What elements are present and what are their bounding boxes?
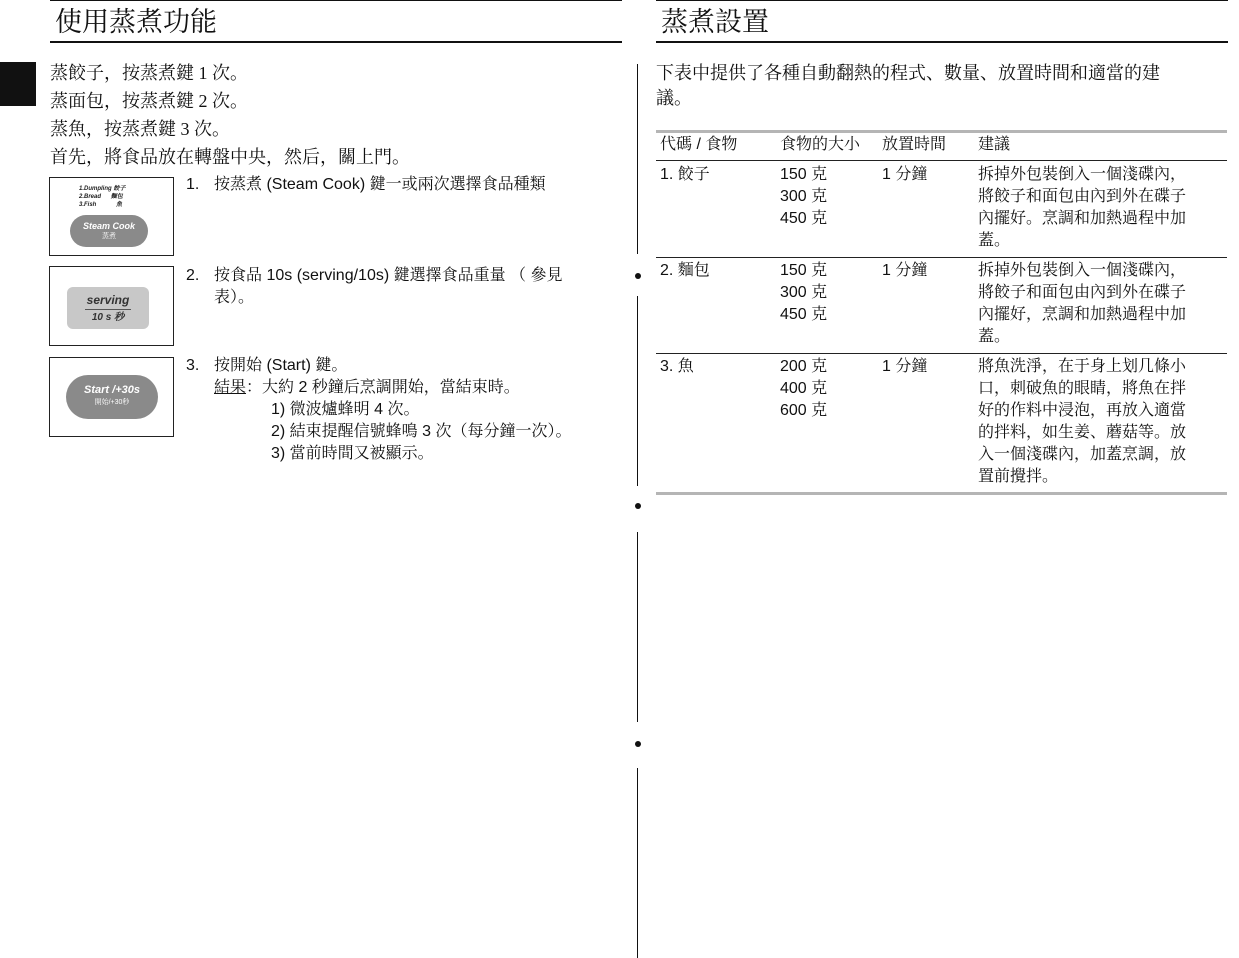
right-intro-line-1: 下表中提供了各種自動翻熱的程式、數量、放置時間和適當的建 [656, 63, 1160, 83]
row-3-advice-5: 入一個淺碟內，加蓋烹調，放 [978, 446, 1187, 463]
separator-bullet-1 [635, 273, 641, 279]
row-2-size-2: 300 克 [780, 284, 828, 301]
row-1-advice-3: 內擺好。烹調和加熱過程中加 [978, 210, 1187, 227]
row-2-advice-2: 將餃子和面包由內到外在碟子 [978, 284, 1187, 301]
row-1-rule [656, 257, 1227, 258]
separator-bullet-3 [635, 741, 641, 747]
row-1-advice-4: 蓋。 [978, 232, 1011, 249]
serving-panel-illustration [49, 266, 174, 346]
row-2-advice-1: 拆掉外包裝倒入一個淺碟內， [978, 262, 1187, 279]
separator-bullet-2 [635, 503, 641, 509]
intro-line-instruction: 首先，將食品放在轉盤中央，然后，關上門。 [50, 147, 410, 167]
row-3-advice-4: 的拌料，如生姜、蘑菇等。放 [978, 424, 1187, 441]
column-separator-3 [637, 532, 638, 722]
step-2-text-line1: 按食品 10s (serving/10s) 鍵選擇食品重量 （ 參見 [214, 267, 563, 284]
serving-sub-label: 10 s 秒 [91, 312, 125, 323]
right-title-text: 蒸煮設置 [661, 7, 769, 37]
row-3-advice-2: 口，刺破魚的眼睛，將魚在拌 [978, 380, 1187, 397]
start-panel-illustration [49, 357, 174, 437]
steam-cook-label-zh: 蒸煮 [102, 233, 116, 240]
start-label: Start /+30s [84, 384, 140, 396]
row-3-size-1: 200 克 [780, 358, 828, 375]
steam-cook-button[interactable] [70, 215, 148, 247]
row-3-size-2: 400 克 [780, 380, 828, 397]
row-3-advice-3: 好的作料中浸泡，再放入適當 [978, 402, 1187, 419]
table-bottom-rule [656, 492, 1227, 495]
menu-bread-zh: 麵包 [110, 194, 123, 200]
menu-fish-en: 3.Fish [79, 202, 97, 208]
row-1-code: 1. 餃子 [660, 166, 710, 183]
step-1-text: 按蒸煮 (Steam Cook) 鍵一或兩次選擇食品種類 [214, 176, 546, 193]
result-sub-2: 2) 結束提醒信號蜂鳴 3 次（每分鐘一次）。 [271, 423, 572, 440]
menu-dumpling-zh: 餃子 [113, 186, 126, 192]
row-2-code: 2. 麵包 [660, 262, 710, 279]
serving-label: serving [86, 293, 130, 307]
row-3-time: 1 分鐘 [882, 358, 928, 375]
menu-item-bread [79, 194, 123, 201]
header-time: 放置時間 [882, 136, 947, 153]
step-2-text-line2: 表）。 [214, 289, 255, 306]
row-2-advice-4: 蓋。 [978, 328, 1011, 345]
intro-line-dumpling: 蒸餃子，按蒸煮鍵 1 次。 [50, 63, 248, 83]
step-3-result [214, 377, 520, 399]
result-label: 結果 [214, 379, 247, 396]
result-sub-3: 3) 當前時間又被顯示。 [271, 445, 434, 462]
row-3-size-3: 600 克 [780, 402, 828, 419]
serving-divider [85, 309, 131, 310]
column-separator-1 [637, 64, 638, 254]
row-3-advice-1: 將魚洗淨，在于身上划几條小 [978, 358, 1187, 375]
step-1-number: 1. [186, 176, 200, 193]
steam-cook-label: Steam Cook [82, 221, 135, 231]
header-size: 食物的大小 [780, 136, 861, 153]
serving-button[interactable] [67, 287, 149, 329]
result-sub-1: 1) 微波爐蜂明 4 次。 [271, 401, 420, 418]
right-intro-line-2: 議。 [656, 88, 692, 108]
start-button[interactable] [66, 375, 158, 419]
menu-bread-en: 2.Bread [79, 194, 102, 200]
header-code: 代碼 / 食物 [660, 136, 738, 153]
left-section-title [50, 0, 622, 43]
row-1-size-3: 450 克 [780, 210, 828, 227]
row-2-size-1: 150 克 [780, 262, 828, 279]
row-1-advice-1: 拆掉外包裝倒入一個淺碟內， [978, 166, 1187, 183]
row-3-code: 3. 魚 [660, 358, 694, 375]
row-1-advice-2: 將餃子和面包由內到外在碟子 [978, 188, 1187, 205]
left-title-text: 使用蒸煮功能 [55, 7, 217, 37]
row-1-size-1: 150 克 [780, 166, 828, 183]
menu-dumpling-en: 1.Dumpling [79, 186, 112, 192]
row-3-advice-6: 置前攪拌。 [978, 468, 1059, 485]
row-2-rule [656, 353, 1227, 354]
row-2-size-3: 450 克 [780, 306, 828, 323]
right-section-title [656, 0, 1228, 43]
step-2-number: 2. [186, 267, 200, 284]
column-separator-2 [637, 296, 638, 486]
intro-line-bread: 蒸面包，按蒸煮鍵 2 次。 [50, 91, 248, 111]
row-1-size-2: 300 克 [780, 188, 828, 205]
menu-item-dumpling [79, 186, 125, 193]
header-rule [656, 160, 1227, 161]
start-label-zh: 開始/+30秒 [94, 399, 130, 406]
step-3-text: 按開始 (Start) 鍵。 [214, 357, 348, 374]
row-2-time: 1 分鐘 [882, 262, 928, 279]
result-text: ：大約 2 秒鐘后烹調開始，當結束時。 [246, 379, 520, 396]
page-tab-marker [0, 62, 36, 106]
row-2-advice-3: 內擺好，烹調和加熱過程中加 [978, 306, 1187, 323]
column-separator-4 [637, 768, 638, 958]
row-1-time: 1 分鐘 [882, 166, 928, 183]
menu-item-fish [79, 202, 122, 209]
header-advice: 建議 [978, 136, 1011, 153]
step-3-number: 3. [186, 357, 200, 374]
intro-line-fish: 蒸魚，按蒸煮鍵 3 次。 [50, 119, 230, 139]
table-top-rule [656, 130, 1227, 133]
steam-cook-panel-illustration [49, 177, 174, 256]
menu-fish-zh: 魚 [116, 202, 123, 208]
